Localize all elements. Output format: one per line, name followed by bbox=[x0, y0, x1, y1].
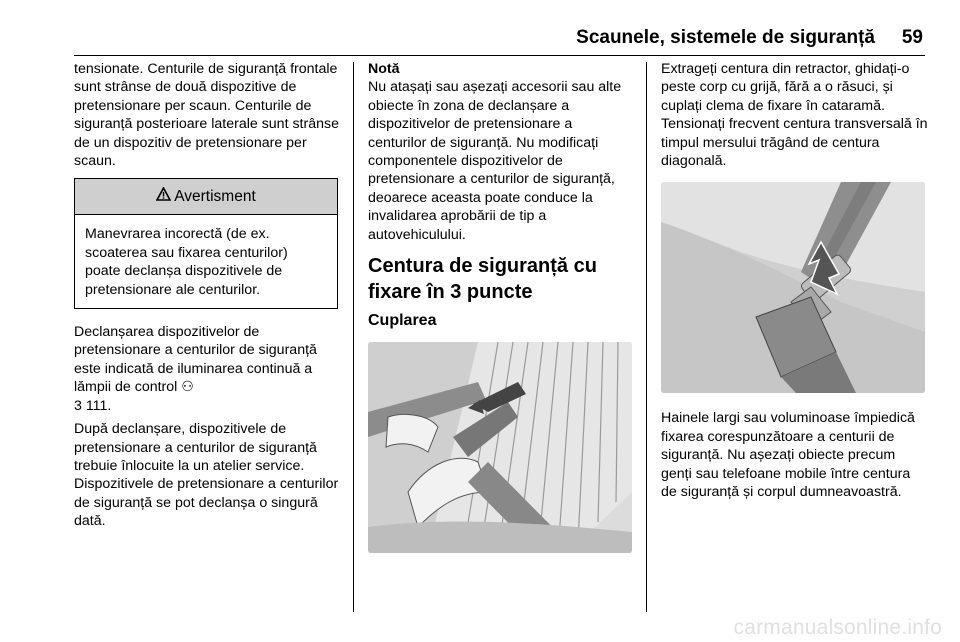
watermark-text: carmanualsonline.info bbox=[733, 616, 942, 639]
intro-paragraph: tensionate. Centurile de siguranță frontale sunt strânse de două dispozitive de pretensionare per scaun. Centurile de siguranță posterioare laterale sunt strânse de un dispozitiv de pretensionare per scaun. bbox=[74, 61, 339, 170]
middle-column bbox=[368, 60, 634, 553]
header-title: Scaunele, sistemele de siguranță bbox=[576, 27, 875, 48]
page-number: 59 bbox=[901, 27, 923, 48]
column-divider-2 bbox=[646, 62, 647, 612]
subsection-heading: Cuplarea bbox=[368, 312, 437, 330]
seatbelt-fastening-illustration bbox=[368, 342, 632, 553]
warning-triangle-icon bbox=[156, 187, 171, 206]
note-text: Nu atașați sau așezați accesorii sau alte obiecte în zona de declanșare a dispozitivelor de pretensionare a centurilor de siguranță. Nu modificați componentele dispozitivelor de pretensionare a centurilor de siguranță, deoarece aceasta poate conduce la invalidarea aprobării de tip a autovehiculului. bbox=[368, 79, 622, 243]
warning-header bbox=[75, 179, 337, 215]
instructions-paragraph: Extrageți centura din retractor, ghidați-o peste corp cu grijă, fără a o răsuci, și cuplați clema de fixare în cataramă. Tensionați frecvent centura transversală în timpul mersului trăgând de centura diagonală. bbox=[661, 61, 928, 170]
page-reference: 3 111. bbox=[74, 397, 112, 414]
replacement-paragraph: După declanșare, dispozitivele de pretensionare a centurilor de siguranță trebuie înlocuite la un atelier service. Dispozitivele de pretensionare a centurilor de siguranță se pot declanșa o singură dată. bbox=[74, 421, 339, 530]
section-heading: Centura de siguranță cu fixare în 3 puncte bbox=[368, 255, 597, 304]
seatbelt-lamp-icon: ⚇ bbox=[181, 379, 194, 396]
trigger-text: Declanșarea dispozitivelor de pretensionare a centurilor de siguranță este indicată de iluminarea continuă a lămpii de control bbox=[74, 324, 317, 396]
warning-text: Manevrarea incorectă (de ex. scoaterea sau fixarea centurilor) poate declanșa dispozitivele de pretensionare ale centurilor. bbox=[85, 226, 288, 298]
buckle-illustration bbox=[661, 182, 925, 393]
trigger-paragraph bbox=[74, 323, 340, 415]
clothing-paragraph: Hainele largi sau voluminoase împiedică fixarea corespunzătoare a centurii de siguranță. Nu așezați obiecte precum genți sau telefoane mobile între centura de siguranță și corpul dumneavoastră. bbox=[661, 410, 915, 501]
right-column bbox=[661, 60, 929, 506]
column-divider-1 bbox=[353, 62, 354, 612]
warning-box bbox=[74, 178, 338, 309]
note-title: Notă bbox=[368, 61, 400, 77]
warning-title: Avertisment bbox=[174, 187, 256, 205]
left-column bbox=[74, 60, 340, 536]
header-rule bbox=[74, 55, 925, 56]
